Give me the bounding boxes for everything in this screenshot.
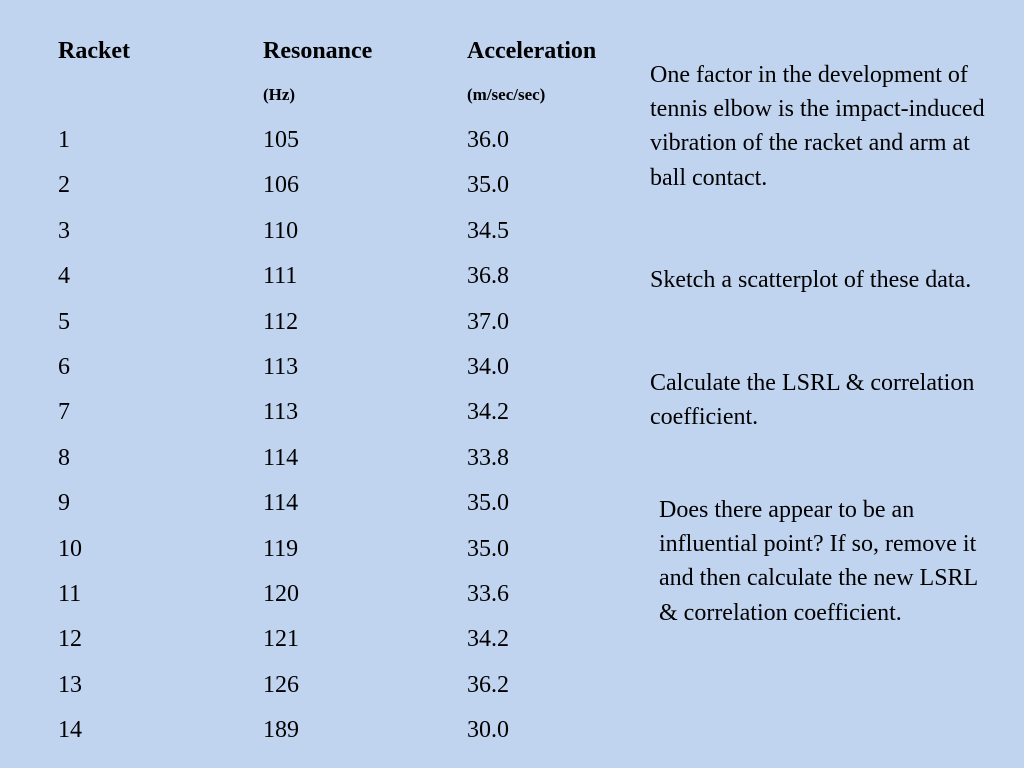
resonance-cell: 126 [263, 671, 299, 698]
resonance-cell: 111 [263, 263, 298, 290]
acceleration-column [467, 124, 647, 759]
header-resonance: Resonance [263, 38, 373, 64]
acceleration-cell: 33.8 [467, 444, 509, 471]
racket-cell: 11 [58, 580, 82, 607]
racket-cell: 14 [58, 717, 82, 744]
acceleration-cell: 34.2 [467, 399, 509, 426]
resonance-cell: 189 [263, 717, 299, 744]
task-influential-text: Does there appear to be an influential point? If so, remove it and then calculate the new LSRL & correlation coefficient. [659, 497, 978, 626]
resonance-cell: 112 [263, 308, 299, 335]
intro-text [650, 58, 990, 195]
resonance-cell: 120 [263, 580, 299, 607]
resonance-cell: 113 [263, 399, 299, 426]
resonance-cell: 106 [263, 172, 299, 199]
racket-column [58, 124, 238, 759]
acceleration-cell: 30.0 [467, 717, 509, 744]
racket-cell: 3 [58, 217, 70, 244]
racket-cell: 8 [58, 444, 70, 471]
racket-cell: 10 [58, 535, 82, 562]
acceleration-cell: 36.8 [467, 263, 509, 290]
resonance-cell: 119 [263, 535, 299, 562]
task-influential [659, 493, 999, 630]
resonance-cell: 113 [263, 353, 299, 380]
racket-cell: 5 [58, 308, 70, 335]
resonance-cell: 110 [263, 217, 299, 244]
resonance-cell: 114 [263, 444, 299, 471]
racket-cell: 2 [58, 172, 70, 199]
acceleration-cell: 34.5 [467, 217, 509, 244]
acceleration-cell: 36.2 [467, 671, 509, 698]
acceleration-cell: 33.6 [467, 580, 509, 607]
header-racket: Racket [58, 38, 130, 64]
acceleration-cell: 37.0 [467, 308, 509, 335]
resonance-column [263, 124, 443, 759]
racket-cell: 13 [58, 671, 82, 698]
acceleration-cell: 36.0 [467, 127, 509, 153]
acceleration-cell: 35.0 [467, 490, 509, 517]
task-scatterplot [650, 263, 990, 297]
unit-resonance: (Hz) [263, 85, 296, 104]
acceleration-cell: 35.0 [467, 535, 509, 562]
unit-acceleration: (m/sec/sec) [467, 85, 546, 104]
racket-cell: 9 [58, 490, 70, 517]
racket-cell: 6 [58, 353, 70, 380]
acceleration-cell: 35.0 [467, 172, 509, 199]
racket-cell: 12 [58, 626, 82, 653]
task-scatterplot-text: Sketch a scatterplot of these data. [650, 267, 972, 293]
task-lsrl-text: Calculate the LSRL & correlation coefficient. [650, 370, 975, 431]
racket-cell: 4 [58, 263, 70, 290]
resonance-cell: 114 [263, 490, 299, 517]
acceleration-cell: 34.0 [467, 353, 509, 380]
resonance-cell: 121 [263, 626, 299, 653]
resonance-cell: 105 [263, 127, 299, 153]
header-acceleration: Acceleration [467, 38, 597, 64]
acceleration-cell: 34.2 [467, 626, 509, 653]
racket-cell: 1 [58, 127, 70, 153]
intro-paragraph: One factor in the development of tennis elbow is the impact-induced vibration of the racket and arm at ball contact. [650, 62, 985, 191]
task-lsrl [650, 366, 990, 434]
racket-cell: 7 [58, 399, 70, 426]
